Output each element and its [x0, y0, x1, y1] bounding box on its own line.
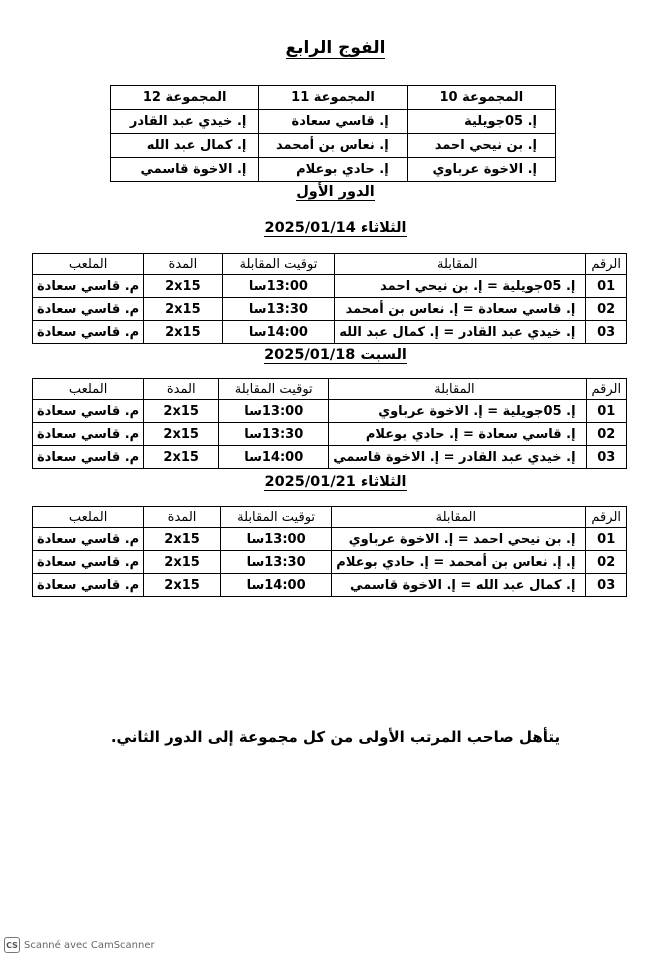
group-team: إ. الاخوة قاسمي — [111, 158, 259, 182]
match-duration: 2x15 — [144, 551, 221, 574]
match-teams: إ. 05جويلية = إ. الاخوة عرباوي — [329, 400, 586, 423]
table-row — [33, 400, 627, 423]
match-duration: 2x15 — [144, 298, 222, 321]
table-row — [33, 275, 627, 298]
match-time: 13:00سا — [220, 528, 331, 551]
match-teams: إ. 05جويلية = إ. بن نيحي احمد — [335, 275, 586, 298]
schedule-table — [32, 253, 627, 344]
match-number: 02 — [586, 423, 626, 446]
schedule-header-row — [33, 254, 627, 275]
match-duration: 2x15 — [144, 321, 222, 344]
groups-row — [111, 110, 556, 134]
match-venue: م. قاسي سعادة — [33, 298, 144, 321]
col-header-number: الرقم — [586, 379, 626, 400]
match-venue: م. قاسي سعادة — [33, 551, 144, 574]
table-row — [33, 551, 627, 574]
groups-header-row — [111, 86, 556, 110]
match-teams: إ. كمال عبد الله = إ. الاخوة قاسمي — [332, 574, 586, 597]
scanner-text: Scanné avec CamScanner — [24, 939, 155, 951]
table-row — [33, 574, 627, 597]
match-number: 03 — [586, 321, 627, 344]
col-header-duration: المدة — [144, 507, 221, 528]
schedule-header-row — [33, 507, 627, 528]
match-duration: 2x15 — [144, 528, 221, 551]
table-row — [33, 321, 627, 344]
group-team: إ. الاخوة عرباوي — [407, 158, 555, 182]
day-date: الثلاثاء 2025/01/14 — [264, 220, 407, 236]
group-team: إ. خيدي عبد القادر — [111, 110, 259, 134]
groups-row — [111, 134, 556, 158]
match-number: 03 — [586, 446, 626, 469]
match-venue: م. قاسي سعادة — [33, 574, 144, 597]
match-number: 02 — [586, 298, 627, 321]
schedule-table — [32, 506, 627, 597]
col-header-match: المقابلة — [329, 379, 586, 400]
table-row — [33, 298, 627, 321]
scanner-footer — [4, 937, 155, 953]
group-header: المجموعة 10 — [407, 86, 555, 110]
match-venue: م. قاسي سعادة — [33, 321, 144, 344]
col-header-venue: الملعب — [33, 379, 144, 400]
match-duration: 2x15 — [144, 446, 219, 469]
page-title: الفوج الرابع — [285, 38, 386, 58]
match-duration: 2x15 — [144, 275, 222, 298]
match-venue: م. قاسي سعادة — [33, 275, 144, 298]
match-venue: م. قاسي سعادة — [33, 446, 144, 469]
match-venue: م. قاسي سعادة — [33, 528, 144, 551]
day-date: السبت 2025/01/18 — [264, 347, 407, 363]
group-team: إ. كمال عبد الله — [111, 134, 259, 158]
col-header-time: توقيت المقابلة — [220, 507, 331, 528]
col-header-venue: الملعب — [33, 254, 144, 275]
groups-row — [111, 158, 556, 182]
col-header-number: الرقم — [586, 507, 627, 528]
table-row — [33, 446, 627, 469]
match-number: 01 — [586, 528, 627, 551]
day-date: الثلاثاء 2025/01/21 — [264, 474, 407, 490]
group-team: إ. بن نيحي احمد — [407, 134, 555, 158]
match-time: 13:00سا — [222, 275, 335, 298]
match-number: 01 — [586, 400, 626, 423]
col-header-duration: المدة — [144, 254, 222, 275]
match-duration: 2x15 — [144, 423, 219, 446]
qualification-note: يتأهل صاحب المرتب الأولى من كل مجموعة إلى الدور الثاني. — [110, 728, 561, 746]
schedule-table — [32, 378, 627, 469]
match-teams: إ. قاسي سعادة = إ. حادي بوعلام — [329, 423, 586, 446]
match-teams: إ. قاسي سعادة = إ. نعاس بن أمحمد — [335, 298, 586, 321]
col-header-number: الرقم — [586, 254, 627, 275]
col-header-time: توقيت المقابلة — [222, 254, 335, 275]
col-header-venue: الملعب — [33, 507, 144, 528]
camscanner-logo-icon: CS — [4, 937, 20, 953]
table-row — [33, 423, 627, 446]
match-venue: م. قاسي سعادة — [33, 400, 144, 423]
group-header: المجموعة 11 — [259, 86, 407, 110]
match-teams: إ. بن نيحي احمد = إ. الاخوة عرباوي — [332, 528, 586, 551]
group-team: إ. نعاس بن أمحمد — [259, 134, 407, 158]
col-header-duration: المدة — [144, 379, 219, 400]
match-number: 03 — [586, 574, 627, 597]
match-teams: إ. خيدي عبد القادر = إ. الاخوة قاسمي — [329, 446, 586, 469]
match-time: 13:30سا — [219, 423, 329, 446]
match-number: 02 — [586, 551, 627, 574]
match-time: 14:00سا — [219, 446, 329, 469]
groups-table — [110, 85, 556, 182]
match-duration: 2x15 — [144, 574, 221, 597]
table-row — [33, 528, 627, 551]
match-time: 13:00سا — [219, 400, 329, 423]
match-venue: م. قاسي سعادة — [33, 423, 144, 446]
col-header-time: توقيت المقابلة — [219, 379, 329, 400]
round-title: الدور الأول — [296, 184, 375, 200]
group-header: المجموعة 12 — [111, 86, 259, 110]
match-time: 13:30سا — [220, 551, 331, 574]
match-teams: إ. إ. نعاس بن أمحمد = إ. حادي بوعلام — [332, 551, 586, 574]
match-duration: 2x15 — [144, 400, 219, 423]
match-time: 14:00سا — [220, 574, 331, 597]
schedule-header-row — [33, 379, 627, 400]
col-header-match: المقابلة — [335, 254, 586, 275]
group-team: إ. 05جويلية — [407, 110, 555, 134]
group-team: إ. حادي بوعلام — [259, 158, 407, 182]
match-time: 13:30سا — [222, 298, 335, 321]
group-team: إ. قاسي سعادة — [259, 110, 407, 134]
match-teams: إ. خيدي عبد القادر = إ. كمال عبد الله — [335, 321, 586, 344]
match-number: 01 — [586, 275, 627, 298]
match-time: 14:00سا — [222, 321, 335, 344]
col-header-match: المقابلة — [332, 507, 586, 528]
